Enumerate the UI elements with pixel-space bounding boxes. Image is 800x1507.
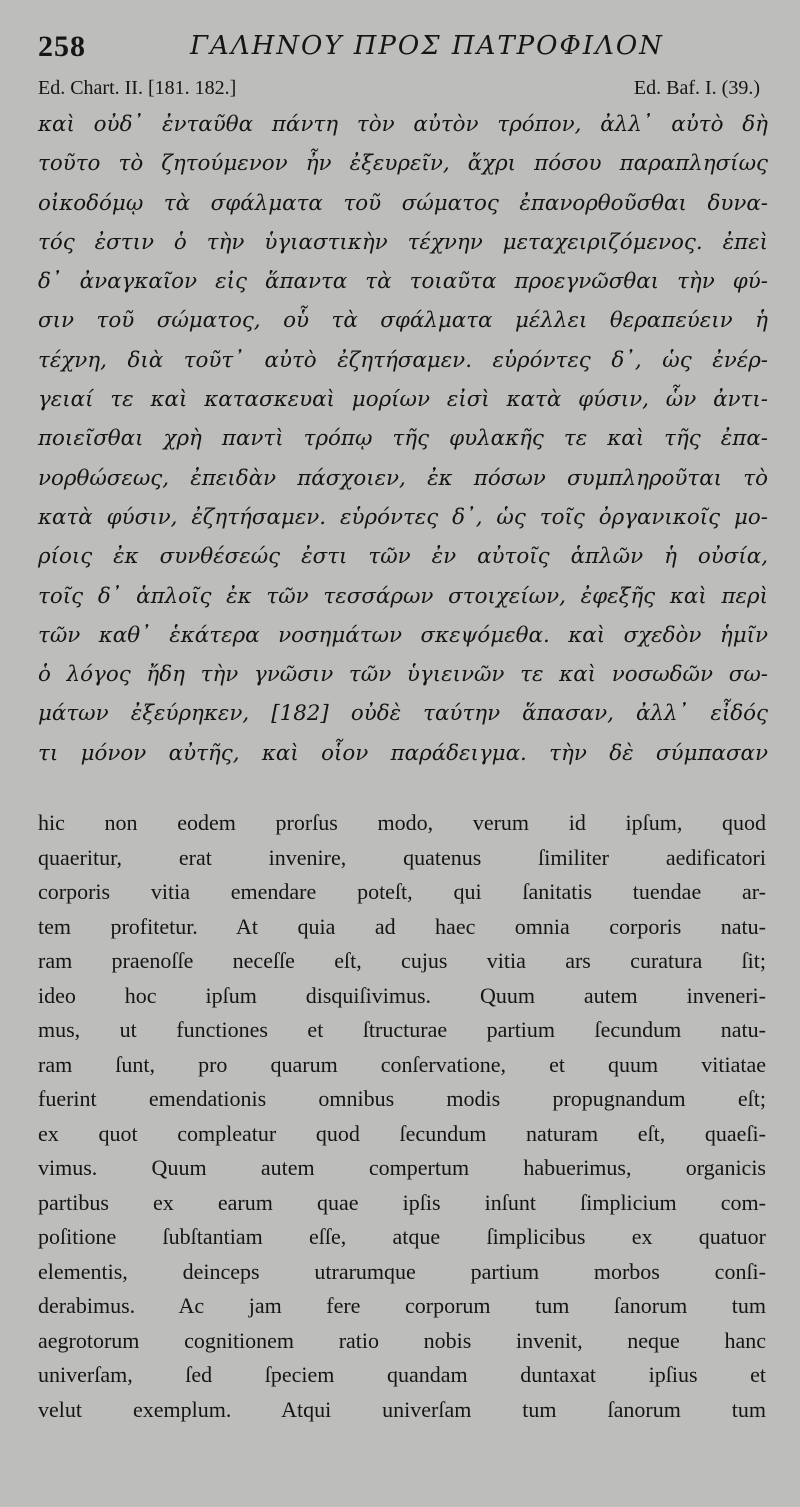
greek-line: τῶν καθ᾽ ἑκάτερα νοσημάτων σκεψόμεθα. καὶ σχεδὸν ἡμῖν [38,622,768,648]
greek-line: καὶ οὐδ᾽ ἐνταῦθα πάντη τὸν αὐτὸν τρόπον, ἀλλ᾽ αὐτὸ δὴ [38,112,768,137]
greek-line: ὁ λόγος ἤδη τὴν γνῶσιν τῶν ὑγιεινῶν τε καὶ νοσωδῶν σω- [38,662,768,688]
greek-text-block [38,105,768,773]
greek-line: δ᾽ ἀναγκαῖον εἰς ἅπαντα τὰ τοιαῦτα προεγνῶσθαι τὴν φύ- [38,269,768,295]
latin-line: velut exemplum. Atqui univerſam tum ſanorum tum [38,1396,766,1422]
greek-line: τοῦτο τὸ ζητούμενον ἦν ἐξευρεῖν, ἄχρι πόσου παραπλησίως [38,151,768,177]
greek-line: κατὰ φύσιν, ἐζητήσαμεν. εὑρόντες δ᾽, ὡς τοῖς ὀργανικοῖς μο- [38,504,768,530]
latin-line: partibus ex earum quae ipſis inſunt ſimplicium com- [38,1189,766,1215]
greek-line: νορθώσεως, ἐπειδὰν πάσχοιεν, ἐκ πόσων συμπληροῦται τὸ [38,465,768,491]
page-number: 258 [38,30,86,63]
greek-line: τός ἐστιν ὁ τὴν ὑγιαστικὴν τέχνην μεταχειριζόμενος. ἐπεὶ [38,229,768,255]
latin-line: corporis vitia emendare poteſt, qui ſanitatis tuendae ar- [38,879,766,904]
latin-line: ram praenoſſe neceſſe eſt, cujus vitia ars curatura ſit; [38,948,766,973]
latin-line: aegrotorum cognitionem ratio nobis invenit, neque hanc [38,1327,766,1353]
latin-line: poſitione ſubſtantiam eſſe, atque ſimplicibus ex quatuor [38,1224,766,1249]
greek-line: τέχνη, διὰ τοῦτ᾽ αὐτὸ ἐζητήσαμεν. εὑρόντες δ᾽, ὡς ἐνέρ- [38,347,768,373]
latin-text-block [38,806,766,1427]
latin-line: derabimus. Ac jam fere corporum tum ſanorum tum [38,1293,766,1318]
latin-line: vimus. Quum autem compertum habuerimus, organicis [38,1155,766,1180]
edition-reference-right: Ed. Baf. I. (39.) [633,77,760,99]
latin-line: hic non eodem prorſus modo, verum id ipſum, quod [38,810,766,835]
running-head: ΓΑΛΗΝΟΥ ΠΡΟΣ ΠΑΤΡΟΦΙΛΟΝ [190,31,664,61]
latin-line: ideo hoc ipſum disquiſivimus. Quum autem inveneri- [38,982,766,1008]
latin-line: ex quot compleatur quod ſecundum naturam eſt, quaeſi- [38,1120,766,1146]
greek-line: τι μόνον αὐτῆς, καὶ οἷον παράδειγμα. τὴν δὲ σύμπασαν [38,740,768,766]
edition-reference-left: Ed. Chart. II. [181. 182.] [38,77,237,99]
greek-line: μάτων ἐξεύρηκεν, [182] οὐδὲ ταύτην ἅπασαν, ἀλλ᾽ εἶδός [38,701,768,727]
latin-line: quaeritur, erat invenire, quatenus ſimiliter aedificatori [38,844,766,870]
greek-line: οἰκοδόμῳ τὰ σφάλματα τοῦ σώματος ἐπανορθοῦσθαι δυνα- [38,190,768,216]
greek-line: σιν τοῦ σώματος, οὗ τὰ σφάλματα μέλλει θεραπεύειν ἡ [38,308,768,334]
greek-line: γειαί τε καὶ κατασκευαὶ μορίων εἰσὶ κατὰ φύσιν, ὧν ἀντι- [38,387,768,413]
greek-line: ποιεῖσθαι χρὴ παντὶ τρόπῳ τῆς φυλακῆς τε καὶ τῆς ἐπα- [38,426,768,452]
latin-line: ram ſunt, pro quarum conſervatione, et quum vitiatae [38,1051,766,1077]
greek-line: ρίοις ἐκ συνθέσεώς ἐστι τῶν ἐν αὐτοῖς ἁπλῶν ἡ οὐσία, [38,544,768,570]
greek-line: τοῖς δ᾽ ἁπλοῖς ἐκ τῶν τεσσάρων στοιχείων, ἐφεξῆς καὶ περὶ [38,583,768,609]
latin-line: univerſam, ſed ſpeciem quandam duntaxat ipſius et [38,1362,766,1387]
latin-line: tem profitetur. At quia ad haec omnia corporis natu- [38,913,766,939]
latin-line: mus, ut functiones et ſtructurae partium ſecundum natu- [38,1017,766,1042]
latin-line: fuerint emendationis omnibus modis propugnandum eſt; [38,1086,766,1111]
latin-line: elementis, deinceps utrarumque partium morbos conſi- [38,1258,766,1284]
